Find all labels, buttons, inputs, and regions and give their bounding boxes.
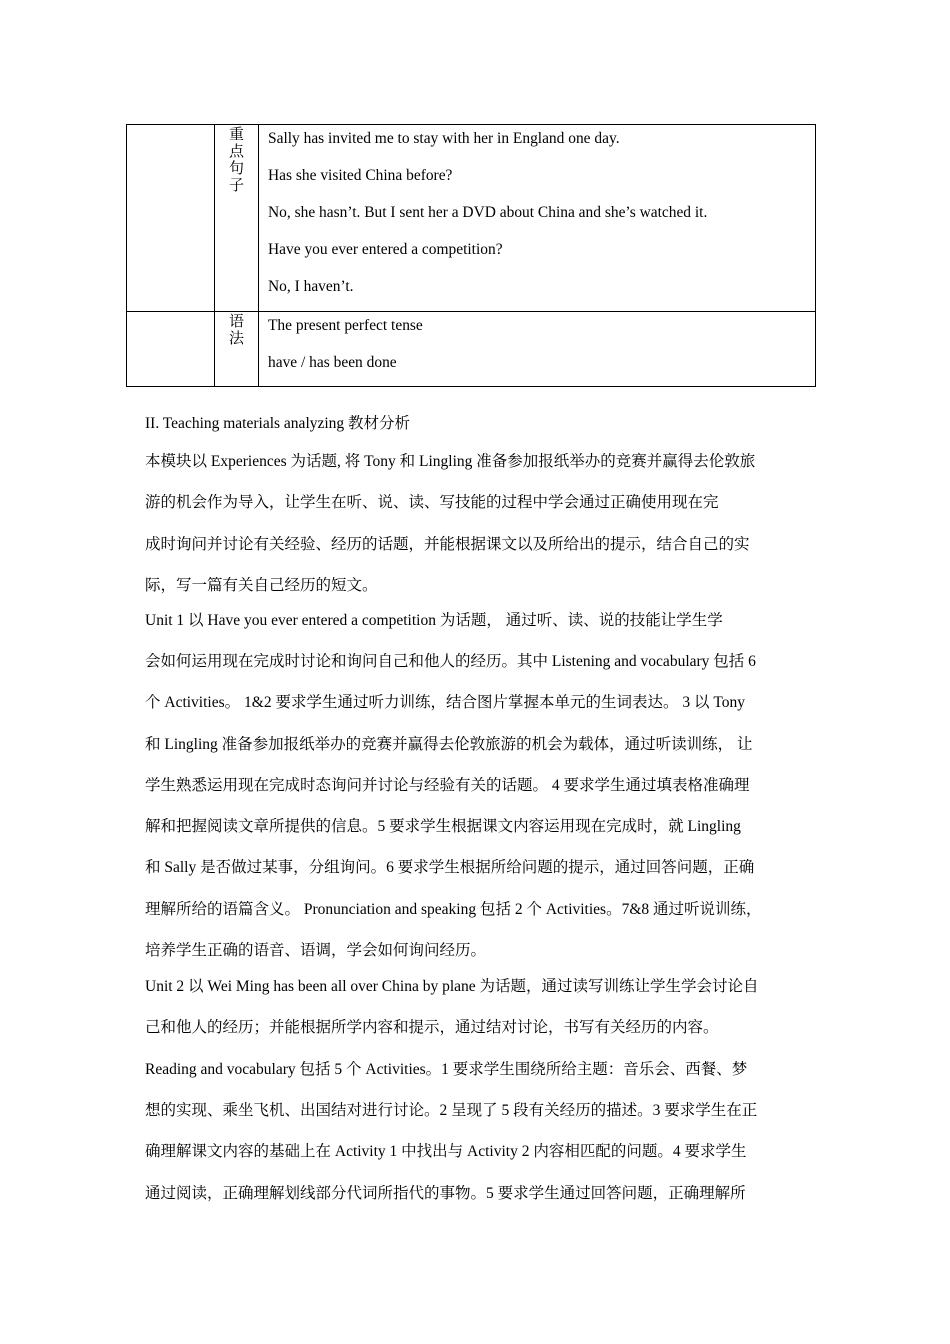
paragraph-line: Unit 1 以 Have you ever entered a competition 为话题， 通过听、读、说的技能让学生学 [145,612,723,629]
table-row-key-sentences [127,125,816,312]
row-label-grammar: 语法 [228,314,244,347]
paragraph-line: 游的机会作为导入，让学生在听、说、读、写技能的过程中学会通过正确使用现在完 [145,494,719,511]
section-heading: II. Teaching materials analyzing 教材分析 [145,415,411,432]
table-cell-empty [127,312,215,387]
paragraph-line: 个 Activities。 1&2 要求学生通过听力训练，结合图片掌握本单元的生词表达。 3 以 Tony [145,694,745,711]
paragraph-line: 想的实现、乘坐飞机、出国结对进行讨论。2 呈现了 5 段有关经历的描述。3 要求学生在正 [145,1102,758,1119]
key-sentence: Has she visited China before? [268,167,453,184]
paragraph-line: 本模块以 Experiences 为话题, 将 Tony 和 Lingling 准备参加报纸举办的竞赛并赢得去伦敦旅 [145,453,756,470]
paragraph-line: 通过阅读，正确理解划线部分代词所指代的事物。5 要求学生通过回答问题，正确理解所 [145,1185,746,1202]
paragraph-line: 培养学生正确的语音、语调，学会如何询问经历。 [145,942,487,959]
paragraph-line: 成时询问并讨论有关经验、经历的话题，并能根据课文以及所给出的提示，结合自己的实 [145,536,750,553]
paragraph-line: 际，写一篇有关自己经历的短文。 [145,577,378,594]
paragraph-line: 己和他人的经历；并能根据所学内容和提示，通过结对讨论，书写有关经历的内容。 [145,1019,719,1036]
key-sentence: Have you ever entered a competition? [268,241,503,258]
table-cell-sentences [259,125,816,312]
table-cell-label [215,312,259,387]
row-label-key-sentences: 重点句子 [228,127,244,194]
paragraph-line: Unit 2 以 Wei Ming has been all over China by plane 为话题，通过读写训练让学生学会讨论自 [145,978,759,995]
table-cell-sentences [259,312,816,387]
paragraph-line: 解和把握阅读文章所提供的信息。5 要求学生根据课文内容运用现在完成时，就 Lingling [145,818,741,835]
paragraph-line: 和 Sally 是否做过某事，分组询问。6 要求学生根据所给问题的提示，通过回答问题，正确 [145,859,755,876]
paragraph-line: 会如何运用现在完成时讨论和询问自己和他人的经历。其中 Listening and vocabulary 包括 6 [145,653,756,670]
paragraph-line: 确理解课文内容的基础上在 Activity 1 中找出与 Activity 2 内容相匹配的问题。4 要求学生 [145,1143,747,1160]
grammar-item: have / has been done [268,354,397,371]
key-sentence: No, I haven’t. [268,278,354,295]
grammar-item: The present perfect tense [268,317,423,334]
table-cell-label [215,125,259,312]
paragraph-line: 和 Lingling 准备参加报纸举办的竞赛并赢得去伦敦旅游的机会为载体，通过听读训练， 让 [145,736,753,753]
key-sentence: Sally has invited me to stay with her in England one day. [268,130,620,147]
table-cell-empty [127,125,215,312]
paragraph-line: 理解所给的语篇含义。 Pronunciation and speaking 包括 2 个 Activities。7&8 通过听说训练， [145,901,762,918]
paragraph-line: 学生熟悉运用现在完成时态询问并讨论与经验有关的话题。 4 要求学生通过填表格准确理 [145,777,750,794]
key-points-table [126,124,816,387]
table-row-grammar [127,312,816,387]
paragraph-line: Reading and vocabulary 包括 5 个 Activities。1 要求学生围绕所给主题：音乐会、西餐、梦 [145,1061,748,1078]
key-sentence: No, she hasn’t. But I sent her a DVD about China and she’s watched it. [268,204,708,221]
